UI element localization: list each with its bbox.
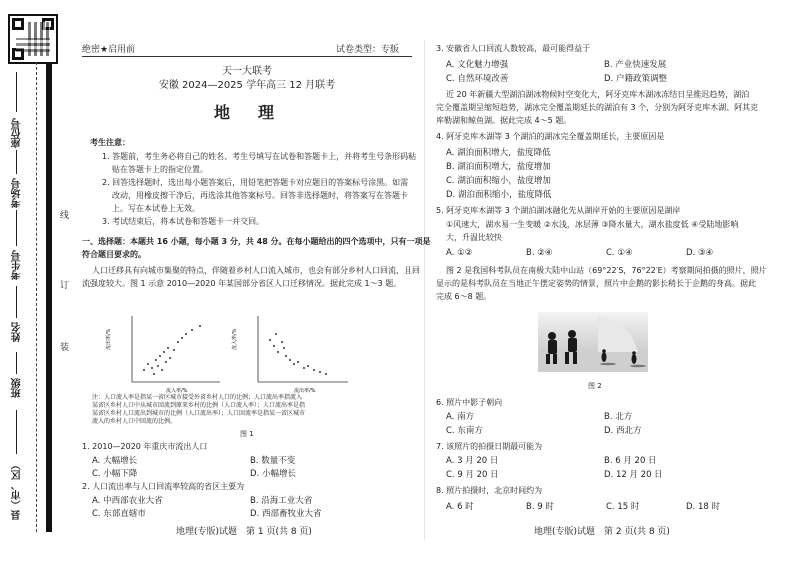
name-label: 姓名 [12, 322, 23, 342]
q6-option-c[interactable]: C. 东南方 [446, 426, 483, 436]
passage-3-line: 显示的是科考队员在当地正午摆定姿势的情景，照片中企鹅的影长稍长于企鹅的身高。据此 [436, 279, 756, 288]
notes-item: 1. 答题前，考生务必将自己的姓名、考生号填写在试卷和答题卡上，并将考生号条形码粘 [102, 152, 417, 161]
figure-2-caption: 图 2 [588, 382, 602, 390]
q5-option-b[interactable]: B. ②④ [526, 248, 553, 258]
right-scatter [231, 316, 348, 394]
question-8-stem: 8. 照片拍摄时，北京时间约为 [436, 486, 543, 495]
question-5-items-cont: 大，升温比较快 [446, 233, 502, 242]
passage-2-line: 库勒湖和鲸鱼湖。据此完成 4～5 题。 [436, 116, 572, 125]
intro-line: 人口迁移具有向城市集聚的特点，伴随着乡村人口流入城市，也会有部分乡村人口回流，且回 [92, 266, 420, 275]
room-number-label: 考场号 [12, 178, 23, 208]
footer-page-2: 地理(专版)试题 第 2 页(共 8 页) [534, 527, 670, 537]
figure-1-note: 注：人口流入率是指某一省区城市接受外省乡村人口的比例；人口流出率指流入 [92, 394, 303, 401]
header-rule [82, 56, 412, 57]
q4-option-c[interactable]: C. 湖泊面积缩小，盐度增加 [446, 176, 551, 186]
figure-1-caption: 图 1 [240, 430, 254, 438]
question-6-stem: 6. 照片中影子朝向 [436, 398, 503, 407]
notes-item: 改动，用橡皮擦干净后，再选涂其他答案标号。回答非选择题时，将答案写在答题卡 [112, 191, 408, 200]
figure-1-note: 某省区乡村人口中从城市回流到原来乡村的比例（人口流入率）；人口流出率是指 [92, 402, 306, 409]
question-5-stem: 5. 阿牙克库木湖等 3 个湖泊湖冰融化先从湖岸开始的主要原因是湖岸 [436, 206, 681, 215]
question-2-stem: 2. 人口流出率与人口回流率较高的省区主要为 [82, 482, 245, 491]
right-y-label: 流入率/% [232, 328, 238, 350]
seat-number-label: 座位号 [12, 118, 23, 148]
q7-option-b[interactable]: B. 6 月 20 日 [604, 456, 657, 466]
exam-title: 安徽 2024—2025 学年高三 12 月联考 [158, 80, 336, 91]
q5-option-a[interactable]: A. ①② [446, 248, 473, 258]
figure-1-note: 某省区乡村人口流出到城市的比例（人口流出率）；人口回流率是指某一省区城市 [92, 410, 306, 417]
q4-option-b[interactable]: B. 湖泊面积增大，盐度增加 [446, 162, 551, 172]
candidate-number-line [16, 210, 17, 246]
q2-option-b[interactable]: B. 沿海工业大省 [250, 496, 313, 506]
q7-option-a[interactable]: A. 3 月 20 日 [446, 456, 499, 466]
question-1-stem: 1. 2010—2020 年重庆市流出人口 [82, 442, 208, 451]
question-7-stem: 7. 该照片的拍摄日期最可能为 [436, 442, 543, 451]
q4-option-a[interactable]: A. 湖泊面积增大，盐度降低 [446, 148, 551, 158]
q3-option-a[interactable]: A. 文化魅力增强 [446, 60, 509, 70]
q1-option-c[interactable]: C. 小幅下降 [92, 469, 138, 479]
right-x-label: 流出率/% [294, 388, 316, 394]
notes-item: 3. 考试结束后，将本试卷和答题卡一并交回。 [102, 217, 265, 226]
q8-option-b[interactable]: B. 9 时 [526, 502, 554, 512]
q8-option-d[interactable]: D. 18 时 [686, 502, 720, 512]
section-title-cont: 符合题目要求的。 [82, 250, 146, 259]
class-label: 班级 [12, 378, 23, 398]
binding-strip [0, 0, 70, 561]
left-y-label: 流出率/% [106, 328, 112, 350]
notes-item: 贴在答题卡上的指定位置。 [112, 165, 208, 174]
passage-3-line: 图 2 是我国科考队员在南极大陆中山站（69°22′S，76°22′E）考察期间拍摄的照片，照片 [446, 266, 767, 275]
notes-item: 2. 回答选择题时，选出每小题答案后，用铅笔把答题卡对应题目的答案标号涂黑。如需 [102, 178, 409, 187]
class-line [16, 352, 17, 374]
county-label: 县（市、区） [12, 460, 23, 520]
q3-option-c[interactable]: C. 自然环境改善 [446, 74, 509, 84]
paper-type: 试卷类型：专版 [336, 45, 400, 55]
org-title: 天一大联考 [222, 66, 272, 77]
question-3-stem: 3. 安徽省人口回流人数较高，最可能得益于 [436, 44, 591, 53]
qr-code-icon [8, 14, 58, 64]
section-title: 一、选择题：本题共 16 小题，每小题 3 分，共 48 分。在每小题给出的四个选项中，只有一项是 [82, 237, 431, 246]
binding-bar [46, 62, 52, 532]
notes-title: 考生注意： [90, 138, 130, 147]
q5-option-d[interactable]: D. ③④ [686, 248, 714, 258]
figure-1-note: 流入的乡村人口中回流的比例。 [92, 418, 177, 425]
q8-option-c[interactable]: C. 15 时 [606, 502, 640, 512]
question-5-items: ①风速大，湖水易一生变暖 ②水浅，冰层薄 ③降水量大，湖水盐度低 ④受陆地影响 [446, 220, 739, 229]
candidate-number-label: 考生号 [12, 250, 23, 280]
county-line [16, 410, 17, 454]
passage-2-line: 近 20 年新疆大型湖泊湖冰物候时空变化大，阿牙克库木湖冰冻结日呈推迟趋势，湖泊 [446, 90, 750, 99]
subject-title: 地 理 [213, 103, 280, 122]
secret-mark: 绝密★启用前 [82, 45, 136, 55]
q6-option-d[interactable]: D. 西北方 [604, 426, 642, 436]
q2-option-c[interactable]: C. 东部直辖市 [92, 509, 146, 519]
question-4-stem: 4. 阿牙克库木湖等 3 个湖泊的湖冰完全覆盖期延长，主要原因是 [436, 132, 665, 141]
q1-option-d[interactable]: D. 小幅增长 [250, 469, 296, 479]
passage-2-line: 完全覆盖期呈缩短趋势，湖冰完全覆盖期延长的湖泊有 3 个，分别为阿牙克库木湖、阿其克 [436, 103, 759, 112]
q7-option-c[interactable]: C. 9 月 20 日 [446, 470, 499, 480]
cut-line [36, 62, 37, 532]
antarctic-scene-image [538, 312, 648, 372]
q8-option-a[interactable]: A. 6 时 [446, 502, 474, 512]
q3-option-b[interactable]: B. 产业快速发展 [604, 60, 667, 70]
bind-word-order: 订 [60, 281, 70, 291]
q7-option-d[interactable]: D. 12 月 20 日 [604, 470, 663, 480]
figure-2-photo [538, 312, 648, 372]
left-x-label: 流入率/% [166, 388, 188, 394]
q1-option-a[interactable]: A. 大幅增长 [92, 456, 138, 466]
q4-option-d[interactable]: D. 湖泊面积缩小，盐度降低 [446, 190, 552, 200]
intro-line: 流强度较大。图 1 示意 2010—2020 年某国部分省区人口迁移情况。据此完成 1～3 题。 [82, 279, 402, 288]
bind-word-line: 线 [60, 211, 70, 221]
left-scatter [105, 316, 220, 394]
passage-3-line: 完成 6～8 题。 [436, 292, 492, 301]
q3-option-d[interactable]: D. 户籍政策调整 [604, 74, 667, 84]
page-divider [424, 40, 425, 540]
q2-option-d[interactable]: D. 西部畜牧业大省 [250, 509, 322, 519]
q6-option-b[interactable]: B. 北方 [604, 412, 633, 422]
q1-option-b[interactable]: B. 数量不变 [250, 456, 296, 466]
bind-word-install: 装 [60, 343, 70, 353]
q2-option-a[interactable]: A. 中西部农业大省 [92, 496, 163, 506]
q5-option-c[interactable]: C. ①④ [606, 248, 633, 258]
notes-item: 上。写在本试卷上无效。 [112, 204, 200, 213]
q6-option-a[interactable]: A. 南方 [446, 412, 475, 422]
room-number-line [16, 150, 17, 174]
figure-1-scatter-plots [108, 312, 358, 394]
footer-page-1: 地理(专版)试题 第 1 页(共 8 页) [176, 527, 312, 537]
seat-number-line [16, 72, 17, 112]
name-line [16, 286, 17, 318]
